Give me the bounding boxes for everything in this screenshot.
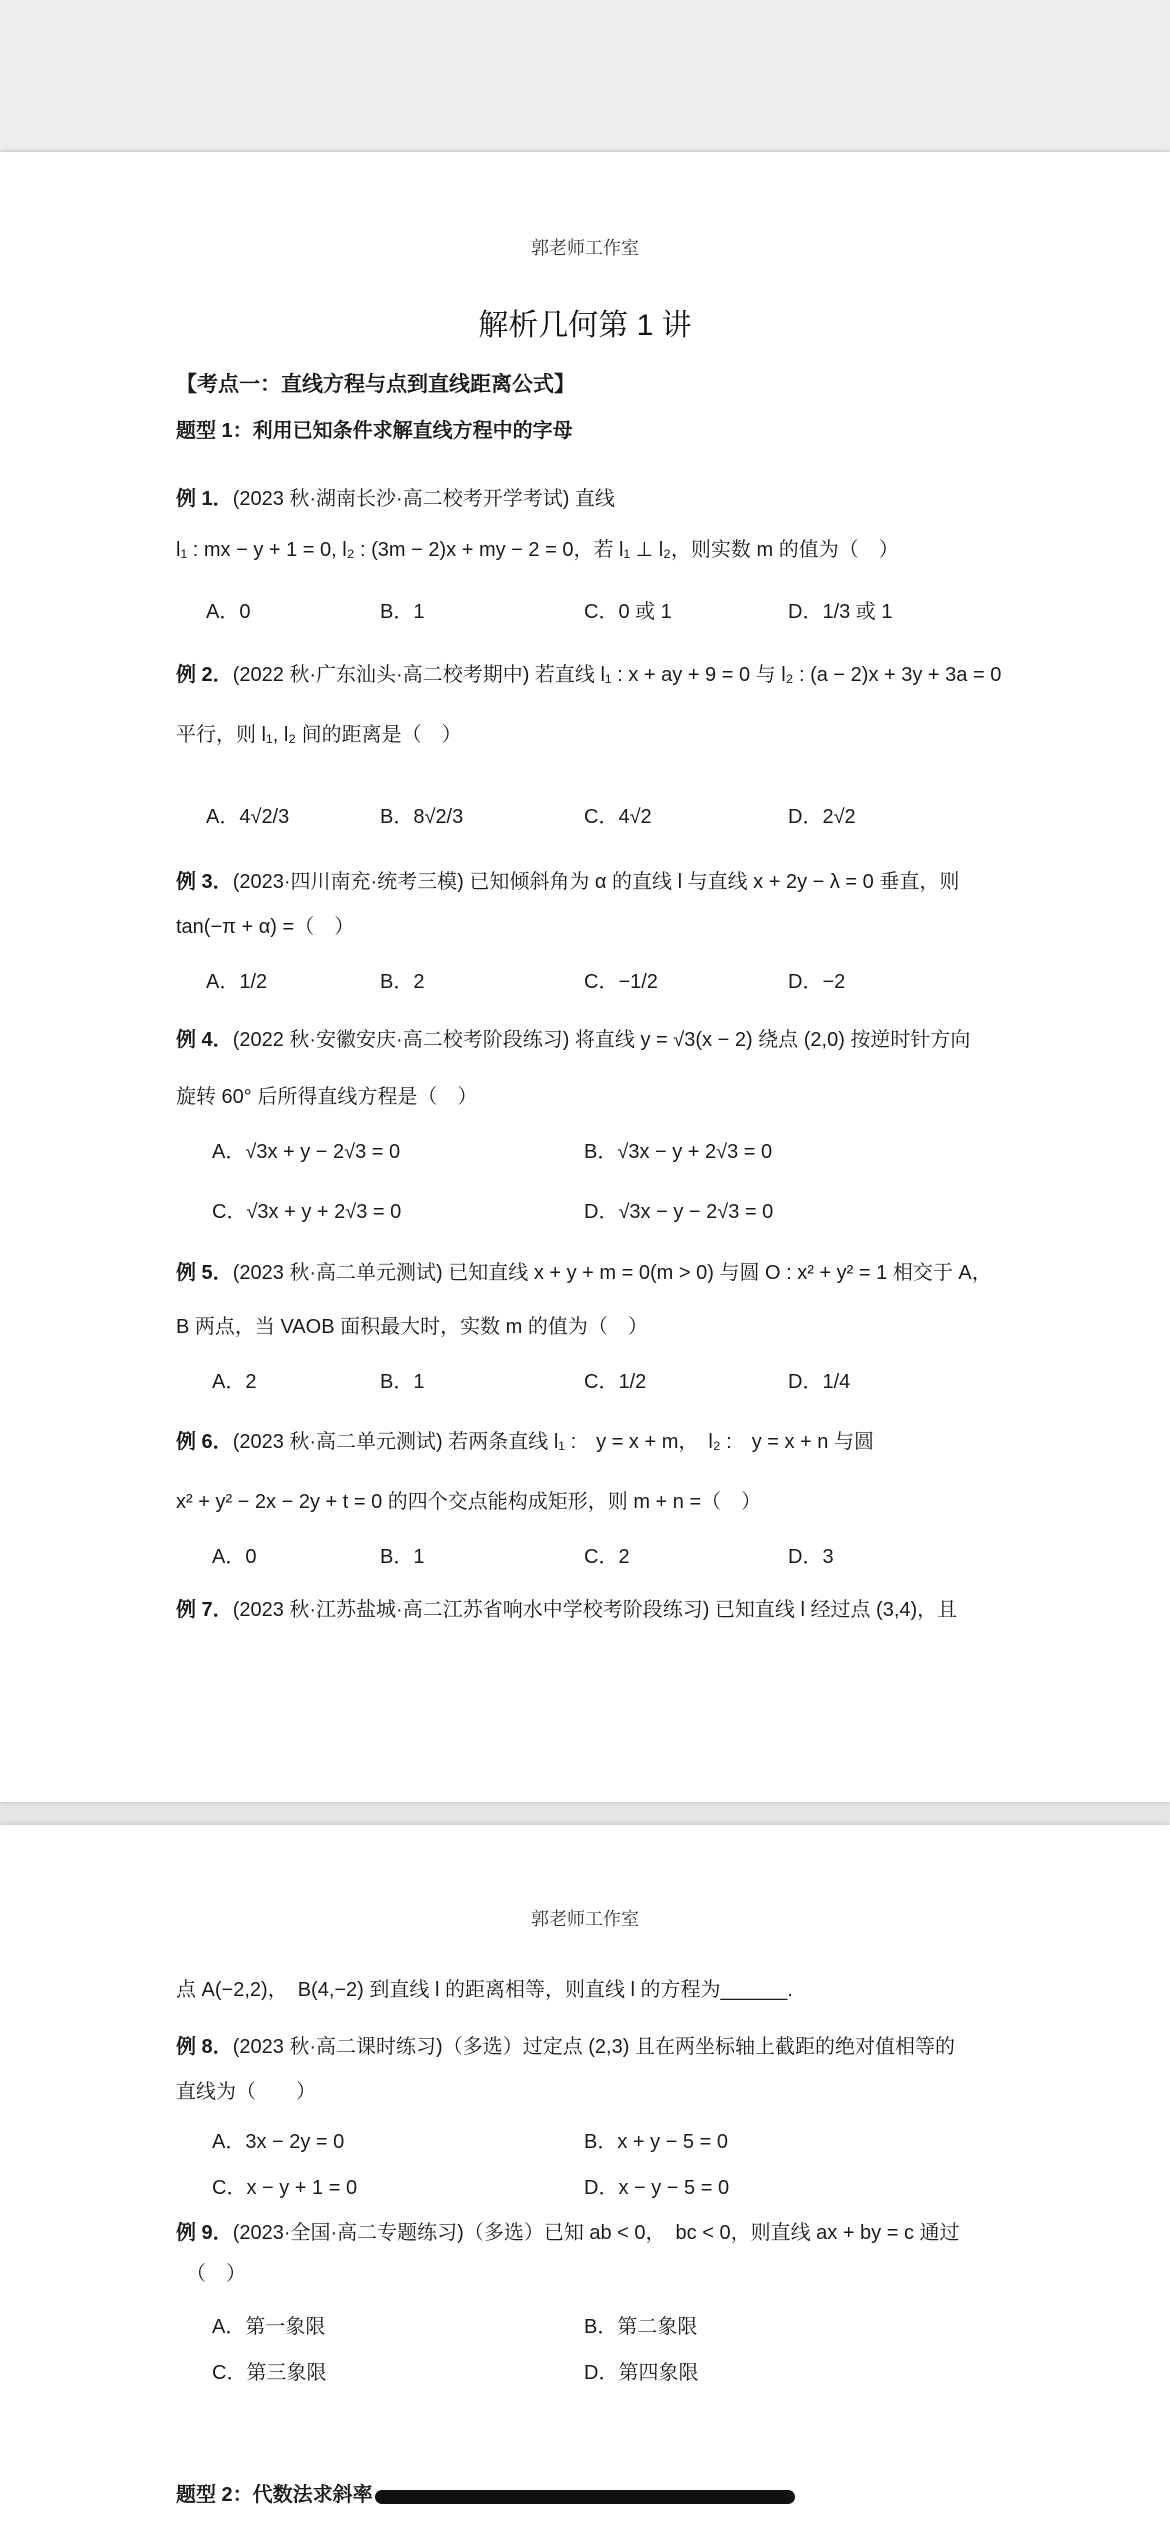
example-9-option-a: A．第一象限 [212,2316,326,2338]
home-indicator[interactable] [375,2490,795,2504]
example-9-option-c: C．第三象限 [212,2362,327,2384]
example-2-option-a: A．4√2/3 [206,806,290,828]
example-3-option-d: D．−2 [788,971,846,993]
example-6-option-d: D．3 [788,1546,834,1568]
example-1-option-b: B．1 [380,601,425,623]
example-7-continuation: 点 A(−2,2)， B(4,−2) 到直线 l 的距离相等，则直线 l 的方程为______. [176,1979,793,2001]
example-2-source [176,660,1020,690]
example-9-statement: （ ） [186,2263,246,2285]
example-8-option-a: A．3x − 2y = 0 [212,2131,345,2153]
example-2-option-b: B．8√2/3 [380,806,464,828]
example-4-option-d: D．√3x − y − 2√3 = 0 [584,1201,774,1223]
example-4-option-a: A．√3x + y − 2√3 = 0 [212,1141,401,1163]
example-text: (2023 秋·高二单元测试) 已知直线 x + y + m = 0(m > 0) 与圆 O : x² + y² = 1 相交于 A， [232,1262,992,1284]
example-1-option-c: C．0 或 1 [584,601,672,623]
example-2-statement: 平行，则 l₁, l₂ 间的距离是（ ） [176,724,462,746]
example-6-option-c: C．2 [584,1546,630,1568]
example-6-option-b: B．1 [380,1546,425,1568]
example-8-option-c: C．x − y + 1 = 0 [212,2177,358,2199]
example-8-source [176,2032,1020,2062]
document-page-1 [0,152,1170,1802]
example-1-statement: l₁ : mx − y + 1 = 0, l₂ : (3m − 2)x + my − 2 = 0，若 l₁ ⊥ l₂，则实数 m 的值为（ ） [176,539,899,561]
example-4-source [176,1025,1020,1055]
example-8-option-b: B．x + y − 5 = 0 [584,2131,728,2153]
example-2-option-c: C．4√2 [584,806,652,828]
example-5-option-d: D．1/4 [788,1371,851,1393]
example-6-option-a: A．0 [212,1546,257,1568]
example-9-option-b: B．第二象限 [584,2316,698,2338]
document-title: 解析几何第 1 讲 [478,309,692,342]
page-header: 郭老师工作室 [531,1909,639,1929]
example-6-source [176,1427,1020,1457]
topic-heading: 题型 1：利用已知条件求解直线方程中的字母 [176,420,573,442]
example-text: (2023 秋·湖南长沙·高二校考开学考试) 直线 [232,488,615,510]
example-label: 例 1． [176,488,233,510]
page-header: 郭老师工作室 [531,238,639,258]
example-1-option-a: A．0 [206,601,251,623]
example-label: 例 9． [176,2222,233,2244]
example-8-statement: 直线为（ ） [176,2081,316,2103]
example-4-option-b: B．√3x − y + 2√3 = 0 [584,1141,773,1163]
example-3-source [176,867,1020,897]
example-9-source [176,2218,1020,2248]
example-3-option-b: B．2 [380,971,425,993]
example-label: 例 8． [176,2036,233,2058]
example-6-statement: x² + y² − 2x − 2y + t = 0 的四个交点能构成矩形，则 m + n =（ ） [176,1491,762,1513]
example-5-source [176,1258,1020,1288]
example-5-option-a: A．2 [212,1371,257,1393]
example-label: 例 7． [176,1599,233,1621]
document-page-2 [0,1825,1170,2532]
example-3-statement: tan(−π + α) =（ ） [176,916,355,938]
example-label: 例 5． [176,1262,233,1284]
example-text: (2023 秋·高二单元测试) 若两条直线 l₁ : y = x + m， l₂ : y = x + n 与圆 [232,1431,874,1453]
example-7-source [176,1595,1020,1625]
example-text: (2022 秋·安徽安庆·高二校考阶段练习) 将直线 y = √3(x − 2) 绕点 (2,0) 按逆时针方向 [232,1029,971,1051]
example-2-option-d: D．2√2 [788,806,856,828]
topic-2-heading: 题型 2：代数法求斜率 [176,2484,373,2506]
example-label: 例 4． [176,1029,233,1051]
example-text: (2023·四川南充·统考三模) 已知倾斜角为 α 的直线 l 与直线 x + 2y − λ = 0 垂直，则 [232,871,960,893]
example-text: (2023 秋·江苏盐城·高二江苏省响水中学校考阶段练习) 已知直线 l 经过点 (3,4)，且 [232,1599,958,1621]
example-4-statement: 旋转 60° 后所得直线方程是（ ） [176,1086,478,1108]
example-9-option-d: D．第四象限 [584,2362,699,2384]
example-8-option-d: D．x − y − 5 = 0 [584,2177,730,2199]
example-3-option-a: A．1/2 [206,971,268,993]
example-text: (2022 秋·广东汕头·高二校考期中) 若直线 l₁ : x + ay + 9 = 0 与 l₂ : (a − 2)x + 3y + 3a = 0 [232,664,1002,686]
example-label: 例 3． [176,871,233,893]
example-label: 例 6． [176,1431,233,1453]
example-5-option-b: B．1 [380,1371,425,1393]
example-5-statement: B 两点，当 VAOB 面积最大时，实数 m 的值为（ ） [176,1316,648,1338]
example-1-option-d: D．1/3 或 1 [788,601,893,623]
example-label: 例 2． [176,664,233,686]
example-3-option-c: C．−1/2 [584,971,658,993]
example-text: (2023 秋·高二课时练习)（多选）过定点 (2,3) 且在两坐标轴上截距的绝对值相等的 [232,2036,955,2058]
viewer-top-area [0,0,1170,150]
example-text: (2023·全国·高二专题练习)（多选）已知 ab < 0， bc < 0，则直线 ax + by = c 通过 [232,2222,960,2244]
section-heading: 【考点一：直线方程与点到直线距离公式】 [176,373,575,396]
example-1-source [176,484,1020,514]
example-4-option-c: C．√3x + y + 2√3 = 0 [212,1201,402,1223]
example-5-option-c: C．1/2 [584,1371,647,1393]
